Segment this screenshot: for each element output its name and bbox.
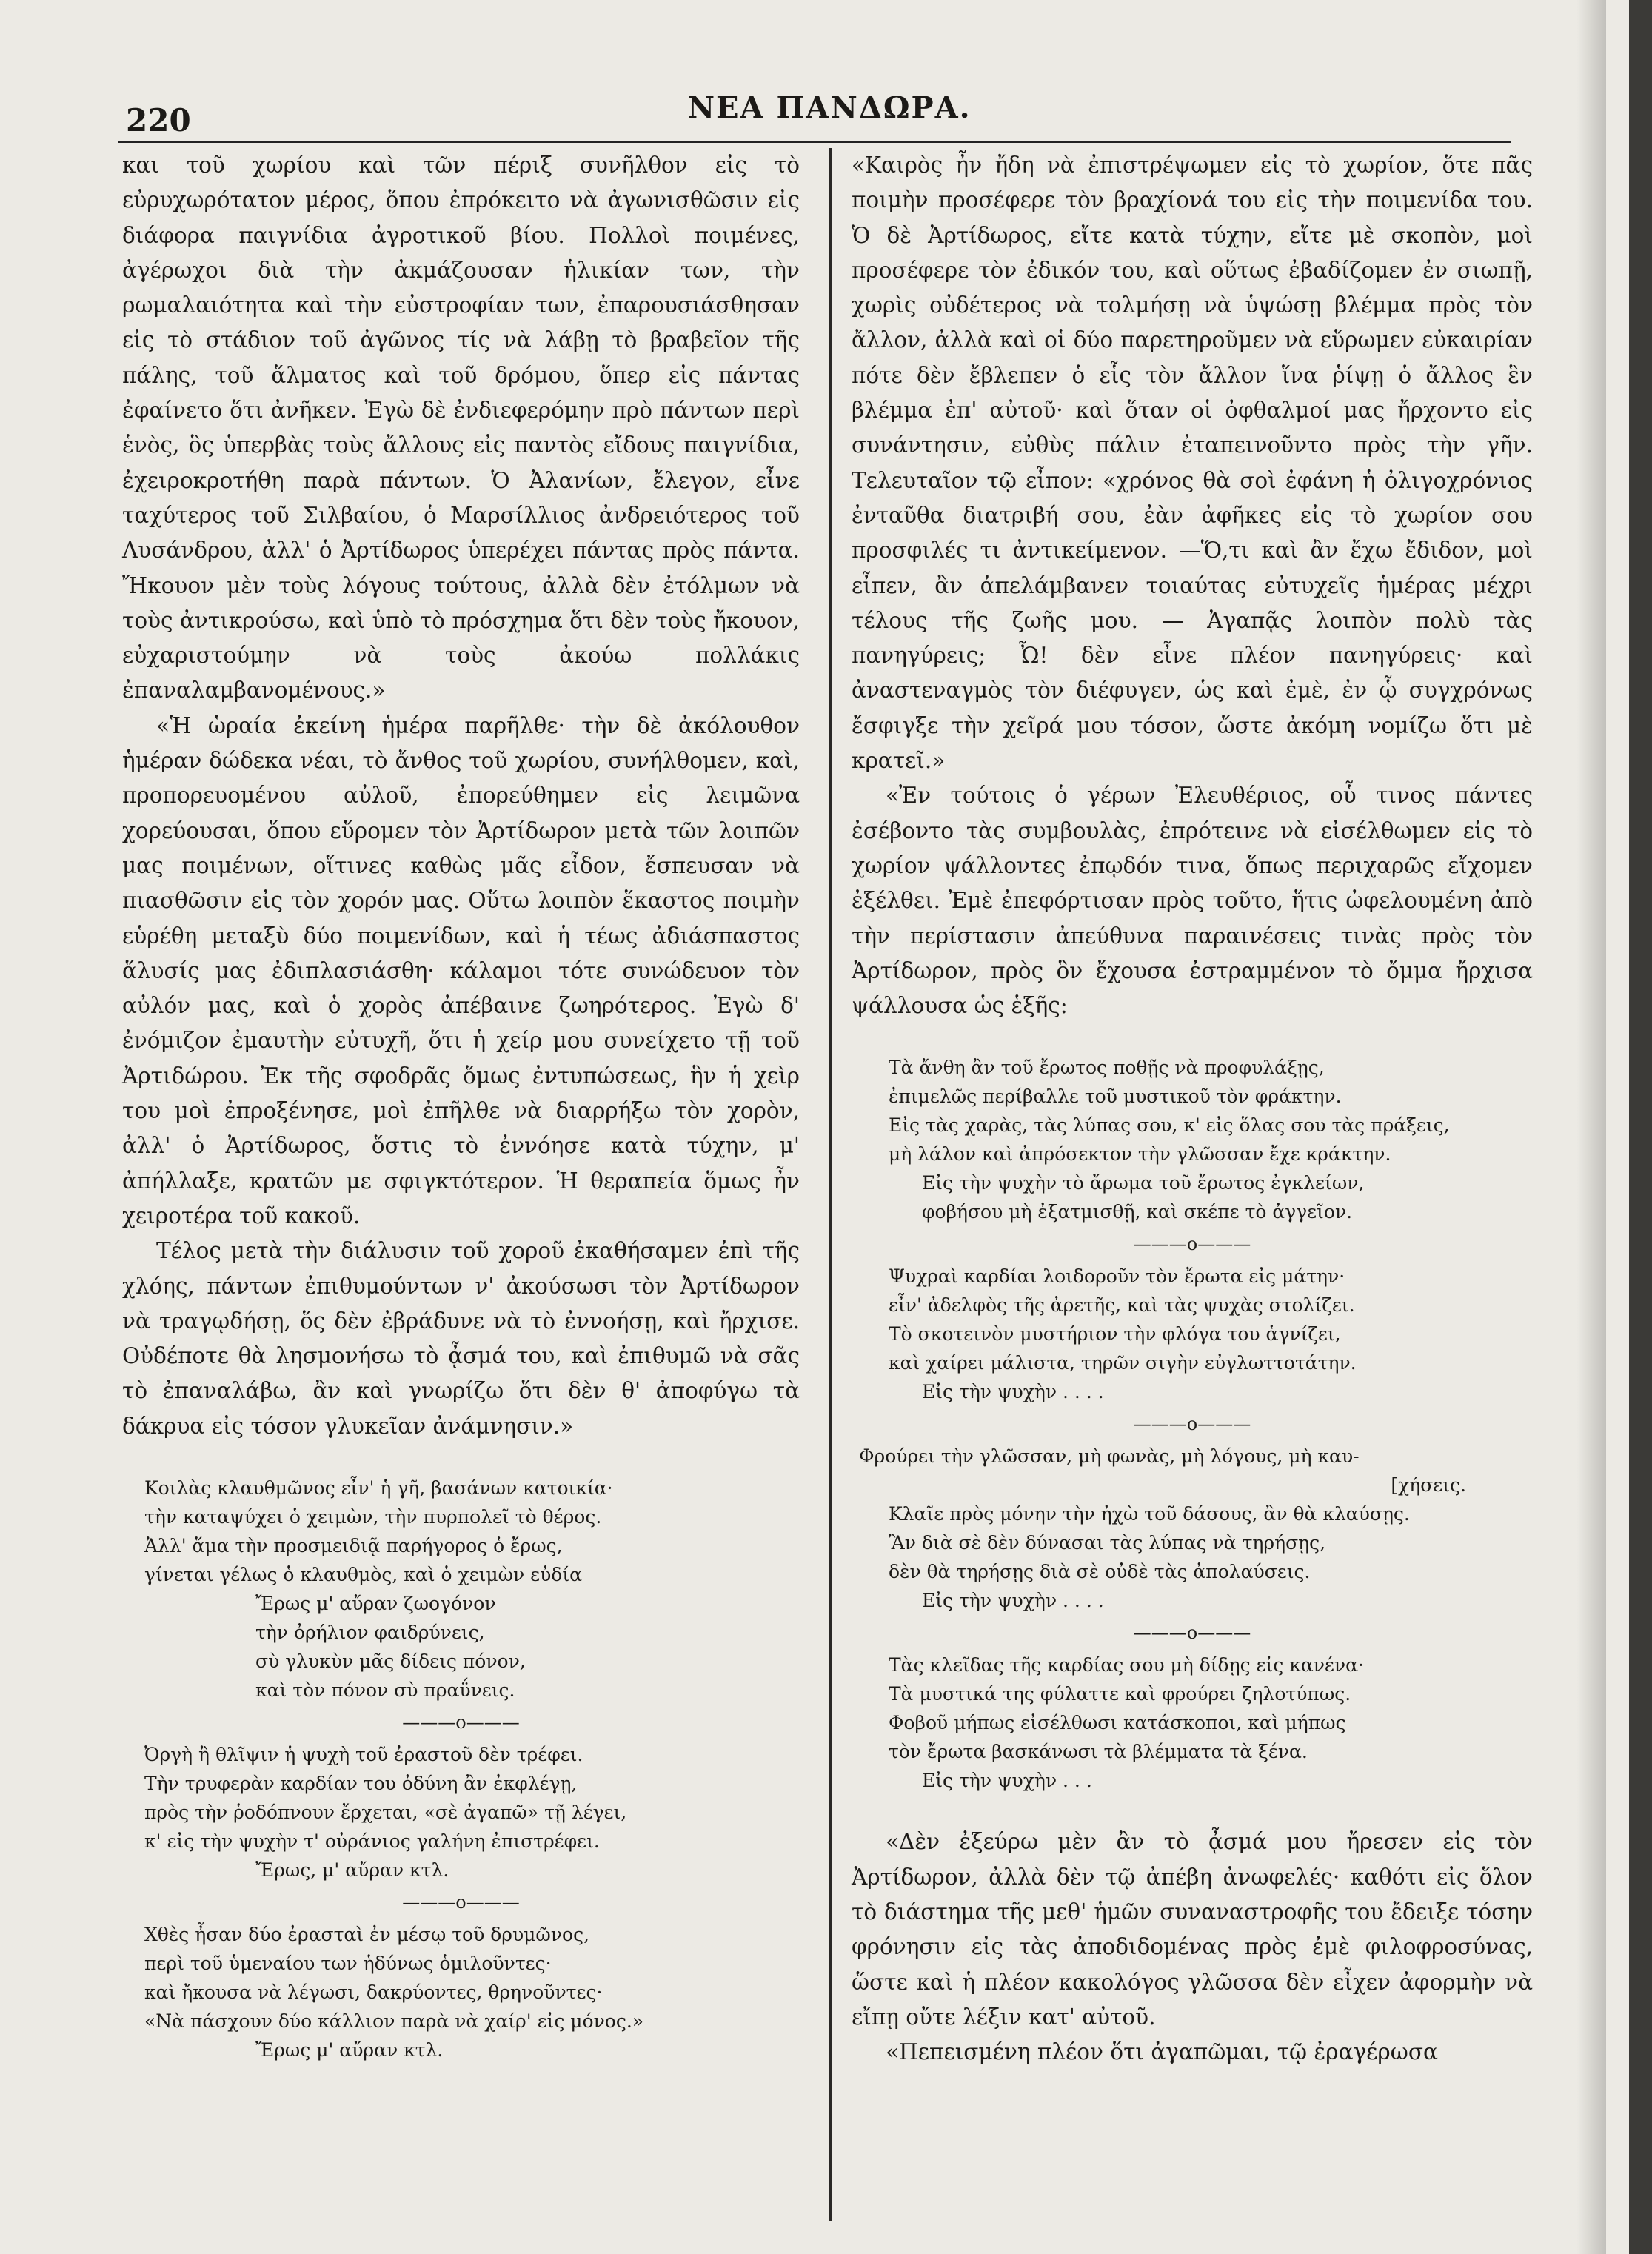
binding-edge <box>1629 0 1652 2254</box>
refrain-line: καὶ τὸν πόνον σὺ πραΰνεις. <box>255 1679 515 1701</box>
verse-line: Ἂν διὰ σὲ δὲν δύνασαι τὰς λύπας νὰ τηρήσῃς, <box>889 1532 1326 1554</box>
verse-line: Τὴν τρυφερὰν καρδίαν του ὀδύνη ἂν ἐκφλέγῃ, <box>144 1772 578 1794</box>
verse-line: τὸν ἔρωτα βασκάνωσι τὰ βλέμματα τὰ ξένα. <box>889 1741 1308 1763</box>
verse-line: Εἰς τὴν ψυχὴν τὸ ἄρωμα τοῦ ἔρωτος ἐγκλείων, <box>922 1172 1365 1194</box>
verse-line: Τὰς κλεῖδας τῆς καρδίας σου μὴ δίδῃς εἰς κανένα· <box>889 1654 1364 1676</box>
verse-line: Κοιλὰς κλαυθμῶνος εἶν' ἡ γῆ, βασάνων κατοικία· <box>144 1477 613 1499</box>
verse-line: Τὰ μυστικά της φύλαττε καὶ φρούρει ζηλοτύπως. <box>889 1683 1351 1705</box>
ornament-divider: ———o——— <box>1133 1414 1251 1435</box>
refrain-reference: Εἰς τὴν ψυχὴν . . . <box>922 1770 1092 1792</box>
right-column <box>852 148 1533 2070</box>
verse-line: καὶ χαίρει μάλιστα, τηρῶν σιγὴν εὐγλωττοτάτην. <box>889 1352 1357 1374</box>
verse-line: τὴν καταψύχει ὁ χειμὼν, τὴν πυρπολεῖ τὸ θέρος. <box>144 1505 602 1528</box>
paragraph: «Καιρὸς ἦν ἤδη νὰ ἐπιστρέψωμεν εἰς τὸ χωρίον, ὅτε πᾶς ποιμὴν προσέφερε τὸν βραχίονά του εἰς τὴν ποιμενίδα του. Ὁ δὲ Ἀρτίδωρος, εἴτε κατὰ τύχην, εἴτε μὲ σκοπὸν, μοὶ προσέφερε τὸν ἐδικόν του, καὶ οὕτως ἐβαδίζομεν ἐν σιωπῇ, χωρὶς οὐδέτερος νὰ τολμήσῃ νὰ ὑψώσῃ βλέμμα πρὸς τὸν ἄλλον, ἀλλὰ καὶ οἱ δύο παρετηροῦμεν νὰ εὕρωμεν εὐκαιρίαν πότε δὲν ἔβλεπεν ὁ εἷς τὸν ἄλλον ἵνα ῥίψῃ ὁ ἄλλος ἓν βλέμμα ἐπ' αὐτοῦ· καὶ ὅταν οἱ ὀφθαλμοί μας ἤρχοντο εἰς συνάντησιν, εὐθὺς πάλιν ἐταπεινοῦντο πρὸς τὴν γῆν. Τελευταῖον τῷ εἶπον: «χρόνος θὰ σοὶ ἐφάνη ἡ ὀλιγοχρόνιος ἐνταῦθα διατριβή σου, ἐὰν ἀφῆκες εἰς τὸ χωρίον σου προσφιλές τι ἀντικείμενον. —Ὅ,τι καὶ ἂν ἔχω ἔδιδον, μοὶ εἶπεν, ἂν ἀπελάμβανεν τοιαύτας εὐτυχεῖς ἡμέρας μέχρι τέλους τῆς ζωῆς μου. — Ἀγαπᾷς λοιπὸν πολὺ τὰς πανηγύρεις; Ὦ! δὲν εἶνε πλέον πανηγύρεις· καὶ ἀναστεναγμὸς τὸν διέφυγεν, ὡς καὶ ἐμὲ, ἐν ᾧ συγχρόνως ἔσφιγξε τὴν χεῖρά μου τόσον, ὥστε ἀκόμη νομίζω ὅτι μὲ κρατεῖ.» <box>852 153 1533 774</box>
ornament-divider: ———o——— <box>1133 1234 1251 1255</box>
running-head-title: ΝΕΑ ΠΑΝΔΩΡΑ. <box>687 90 972 125</box>
verse-line: εἶν' ἀδελφὸς τῆς ἀρετῆς, καὶ τὰς ψυχὰς στολίζει. <box>889 1294 1355 1317</box>
ornament-divider: ———o——— <box>402 1711 520 1733</box>
refrain-reference: Ἔρως, μ' αὔραν κτλ. <box>255 1859 449 1881</box>
refrain-line: Ἔρως μ' αὔραν ζωογόνον <box>255 1592 496 1614</box>
ornament-divider: ———o——— <box>1133 1622 1251 1644</box>
paragraph: «Δὲν ἐξεύρω μὲν ἂν τὸ ᾆσμά μου ἤρεσεν εἰς τὸν Ἀρτίδωρον, ἀλλὰ δὲν τῷ ἀπέβη ἀνωφελές· καθότι εἰς ὅλον τὸ διάστημα τῆς μεθ' ἡμῶν συναναστροφῆς του ἔδειξε τόσην φρόνησιν εἰς τὰς ἀποδιδομένας πρὸς ἐμὲ φιλοφροσύνας, ὥστε καὶ ἡ πλέον κακολόγος γλῶσσα δὲν εἶχεν ἀφορμὴν νὰ εἴπῃ οὔτε λέξιν κατ' αὐτοῦ. <box>852 1829 1533 2030</box>
page-fold-shadow <box>1576 0 1606 2254</box>
refrain-line: σὺ γλυκὺν μᾶς δίδεις πόνον, <box>255 1650 526 1672</box>
left-column <box>122 148 800 2064</box>
paragraph: και τοῦ χωρίου καὶ τῶν πέριξ συνῆλθον εἰς τὸ εὐρυχωρότατον μέρος, ὅπου ἐπρόκειτο νὰ ἀγωνισθῶσιν εἰς διάφορα παιγνίδια ἀγροτικοῦ βίου. Πολλοὶ ποιμένες, ἀγέρωχοι διὰ τὴν ἀκμάζουσαν ἡλικίαν των, τὴν ρωμαλαιότητα καὶ τὴν εὐστροφίαν των, ἐπαρουσιάσθησαν εἰς τὸ στάδιον τοῦ ἀγῶνος τίς νὰ λάβῃ τὸ βραβεῖον τῆς πάλης, τοῦ ἅλματος καὶ τοῦ δρόμου, ὅπερ εἰς πάντας ἐφαίνετο ὅτι ἀνῆκεν. Ἐγὼ δὲ ἐνδιεφερόμην πρὸ πάντων περὶ ἑνὸς, ὃς ὑπερβὰς τοὺς ἄλλους εἰς παντὸς εἴδους παιγνίδια, ἐχειροκροτήθη παρὰ πάντων. Ὁ Ἀλανίων, ἔλεγον, εἶνε ταχύτερος τοῦ Σιλβαίου, ὁ Μαρσίλλιος ἀνδρειότερος τοῦ Λυσάνδρου, ἀλλ' ὁ Ἀρτίδωρος ὑπερέχει πάντας πρὸς πάντα. Ἤκουον μὲν τοὺς λόγους τούτους, ἀλλὰ δὲν ἐτόλμων νὰ τοὺς ἀντικρούσω, καὶ ὑπὸ τὸ πρόσχημα ὅτι δὲν τοὺς ἤκουον, εὐχαριστούμην νὰ τοὺς ἀκούω πολλάκις ἐπαναλαμβανομένους.» <box>122 153 800 703</box>
poem-stanza <box>122 1920 800 2064</box>
paragraph: «Ἐν τούτοις ὁ γέρων Ἐλευθέριος, οὗ τινος πάντες ἐσέβοντο τὰς συμβουλὰς, ἐπρότεινε νὰ εἰσέλθωμεν εἰς τὸ χωρίον ψάλλοντες ἐπῳδόν τινα, ὅπως περιχαρῶς εἴχομεν ἐξέλθει. Ἐμὲ ἐπεφόρτισαν πρὸς τοῦτο, ἥτις ὠφελουμένη ἀπὸ τὴν περίστασιν ἀπεύθυνα παραινέσεις τινὰς πρὸς τὸν Ἀρτίδωρον, πρὸς ὃν ἔχουσα ἐστραμμένον τὸ ὄμμα ἤρχισα ψάλλουσα ὡς ἑξῆς: <box>852 783 1533 1019</box>
refrain-reference: Εἰς τὴν ψυχὴν . . . . <box>922 1590 1104 1612</box>
poem-stanza <box>852 1651 1533 1795</box>
verse-line: Τὰ ἄνθη ἂν τοῦ ἔρωτος ποθῇς νὰ προφυλάξῃς, <box>889 1057 1325 1079</box>
verse-line: Ὀργὴ ἢ θλῖψιν ἡ ψυχὴ τοῦ ἐραστοῦ δὲν τρέφει. <box>144 1743 583 1765</box>
verse-line: Χθὲς ἦσαν δύο ἐρασταὶ ἐν μέσῳ τοῦ δρυμῶνος, <box>144 1923 590 1945</box>
column-divider <box>829 148 832 2221</box>
verse-line: Ψυχραὶ καρδίαι λοιδοροῦν τὸν ἔρωτα εἰς μάτην· <box>889 1265 1345 1288</box>
header-rule <box>118 141 1511 143</box>
refrain-reference: Ἔρως μ' αὔραν κτλ. <box>255 2039 444 2061</box>
verse-line: «Νὰ πάσχουν δύο κάλλιον παρὰ νὰ χαίρ' εἰς μόνος.» <box>144 2010 644 2032</box>
verse-line: πρὸς τὴν ῥοδόπνουν ἔρχεται, «σὲ ἀγαπῶ» τῇ λέγει, <box>144 1801 627 1823</box>
poem-stanza <box>122 1740 800 1885</box>
paragraph: «Ἡ ὡραία ἐκείνη ἡμέρα παρῆλθε· τὴν δὲ ἀκόλουθον ἡμέραν δώδεκα νέαι, τὸ ἄνθος τοῦ χωρίου, συνήλθομεν, καὶ, προπορευομένου αὐλοῦ, ἐπορεύθημεν εἰς λειμῶνα χορεύουσαι, ὅπου εὕρομεν τὸν Ἀρτίδωρον μετὰ τῶν λοιπῶν μας ποιμένων, οἵτινες καθὼς μᾶς εἶδον, ἔσπευσαν νὰ πιασθῶσιν εἰς τὸν χορόν μας. Οὕτω λοιπὸν ἕκαστος ποιμὴν εὑρέθη μεταξὺ δύο ποιμενίδων, καὶ ἡ τέως ἀδιάσπαστος ἅλυσίς μας ἐδιπλασιάσθη· κάλαμοι τότε συνώδευον τὸν αὐλόν μας, καὶ ὁ χορὸς ἀπέβαινε ζωηρότερος. Ἐγὼ δ' ἐνόμιζον ἐμαυτὴν εὐτυχῆ, ὅτι ἡ χείρ μου συνείχετο τῇ τοῦ Ἀρτιδώρου. Ἐκ τῆς σφοδρᾶς ὅμως ἐντυπώσεως, ἣν ἡ χεὶρ του μοὶ ἐπροξένησε, μοὶ ἐπῆλθε νὰ διαρρήξω τὸν χορὸν, ἀλλ' ὁ Ἀρτίδωρος, ὅστις τὸ ἐννόησε κατὰ τύχην, μ' ἀπήλλαξε, κρατῶν με σφιγκτότερον. Ἡ θεραπεία ὅμως ἦν χειροτέρα τοῦ κακοῦ. <box>122 712 800 1228</box>
refrain-reference: Εἰς τὴν ψυχὴν . . . . <box>922 1381 1104 1403</box>
poem-stanza <box>852 1053 1533 1226</box>
verse-line: δὲν θὰ τηρήσῃς διὰ σὲ οὐδὲ τὰς ἀπολαύσεις. <box>889 1561 1311 1583</box>
verse-line: περὶ τοῦ ὑμεναίου των ἡδύνως ὁμιλοῦντες· <box>144 1952 552 1974</box>
verse-line: Κλαῖε πρὸς μόνην τὴν ἠχὼ τοῦ δάσους, ἂν θὰ κλαύσῃς. <box>889 1503 1410 1525</box>
verse-line: ἐπιμελῶς περίβαλλε τοῦ μυστικοῦ τὸν φράκτην. <box>889 1086 1342 1108</box>
verse-line: μὴ λάλον καὶ ἀπρόσεκτον τὴν γλῶσσαν ἔχε κράκτην. <box>889 1143 1391 1166</box>
verse-line: φοβήσου μὴ ἐξατμισθῇ, καὶ σκέπε τὸ ἀγγεῖον. <box>922 1201 1353 1223</box>
verse-line: Ἀλλ' ἅμα τὴν προσμειδιᾷ παρήγορος ὁ ἔρως, <box>144 1534 563 1556</box>
ornament-divider: ———o——— <box>402 1891 520 1913</box>
verse-line: Εἰς τὰς χαρὰς, τὰς λύπας σου, κ' εἰς ὅλας σου τὰς πράξεις, <box>889 1114 1450 1137</box>
paragraph: «Πεπεισμένη πλέον ὅτι ἀγαπῶμαι, τῷ ἐραγέρωσα <box>886 2039 1438 2065</box>
refrain-line: τὴν ὀρήλιον φαιδρύνεις, <box>255 1621 485 1643</box>
verse-line: Φρούρει τὴν γλῶσσαν, μὴ φωνὰς, μὴ λόγους, μὴ καυ- <box>859 1445 1360 1468</box>
poem-stanza <box>852 1442 1533 1615</box>
poem-stanza <box>122 1474 800 1705</box>
verse-line: κ' εἰς τὴν ψυχὴν τ' οὐράνιος γαλήνη ἐπιστρέφει. <box>144 1830 600 1852</box>
paragraph: Τέλος μετὰ τὴν διάλυσιν τοῦ χοροῦ ἐκαθήσαμεν ἐπὶ τῆς χλόης, πάντων ἐπιθυμούντων ν' ἀκούσωσι τὸν Ἀρτίδωρον νὰ τραγῳδήσῃ, ὅς δὲν ἐβράδυνε νὰ τὸ ἐννοήσῃ, καὶ ἤρχισε. Οὐδέποτε θὰ λησμονήσω τὸ ᾆσμά του, καὶ ἐπιθυμῶ νὰ σᾶς τὸ ἐπαναλάβω, ἂν καὶ γνωρίζω ὅτι δὲν θ' ἀποφύγω τὰ δάκρυα εἰς τόσον γλυκεῖαν ἀνάμνησιν.» <box>122 1238 800 1439</box>
page-number: 220 <box>126 102 191 138</box>
verse-line: Τὸ σκοτεινὸν μυστήριον τὴν φλόγα του ἁγνίζει, <box>889 1323 1341 1345</box>
poem-stanza <box>852 1262 1533 1406</box>
verse-line: γίνεται γέλως ὁ κλαυθμὸς, καὶ ὁ χειμὼν εὐδία <box>144 1563 583 1585</box>
verse-line: Φοβοῦ μήπως εἰσέλθωσι κατάσκοποι, καὶ μήπως <box>889 1712 1346 1734</box>
verse-line-wrap: [χήσεις. <box>1391 1474 1466 1496</box>
verse-line: καὶ ἤκουσα νὰ λέγωσι, δακρύοντες, θρηνοῦντες· <box>144 1981 603 2003</box>
